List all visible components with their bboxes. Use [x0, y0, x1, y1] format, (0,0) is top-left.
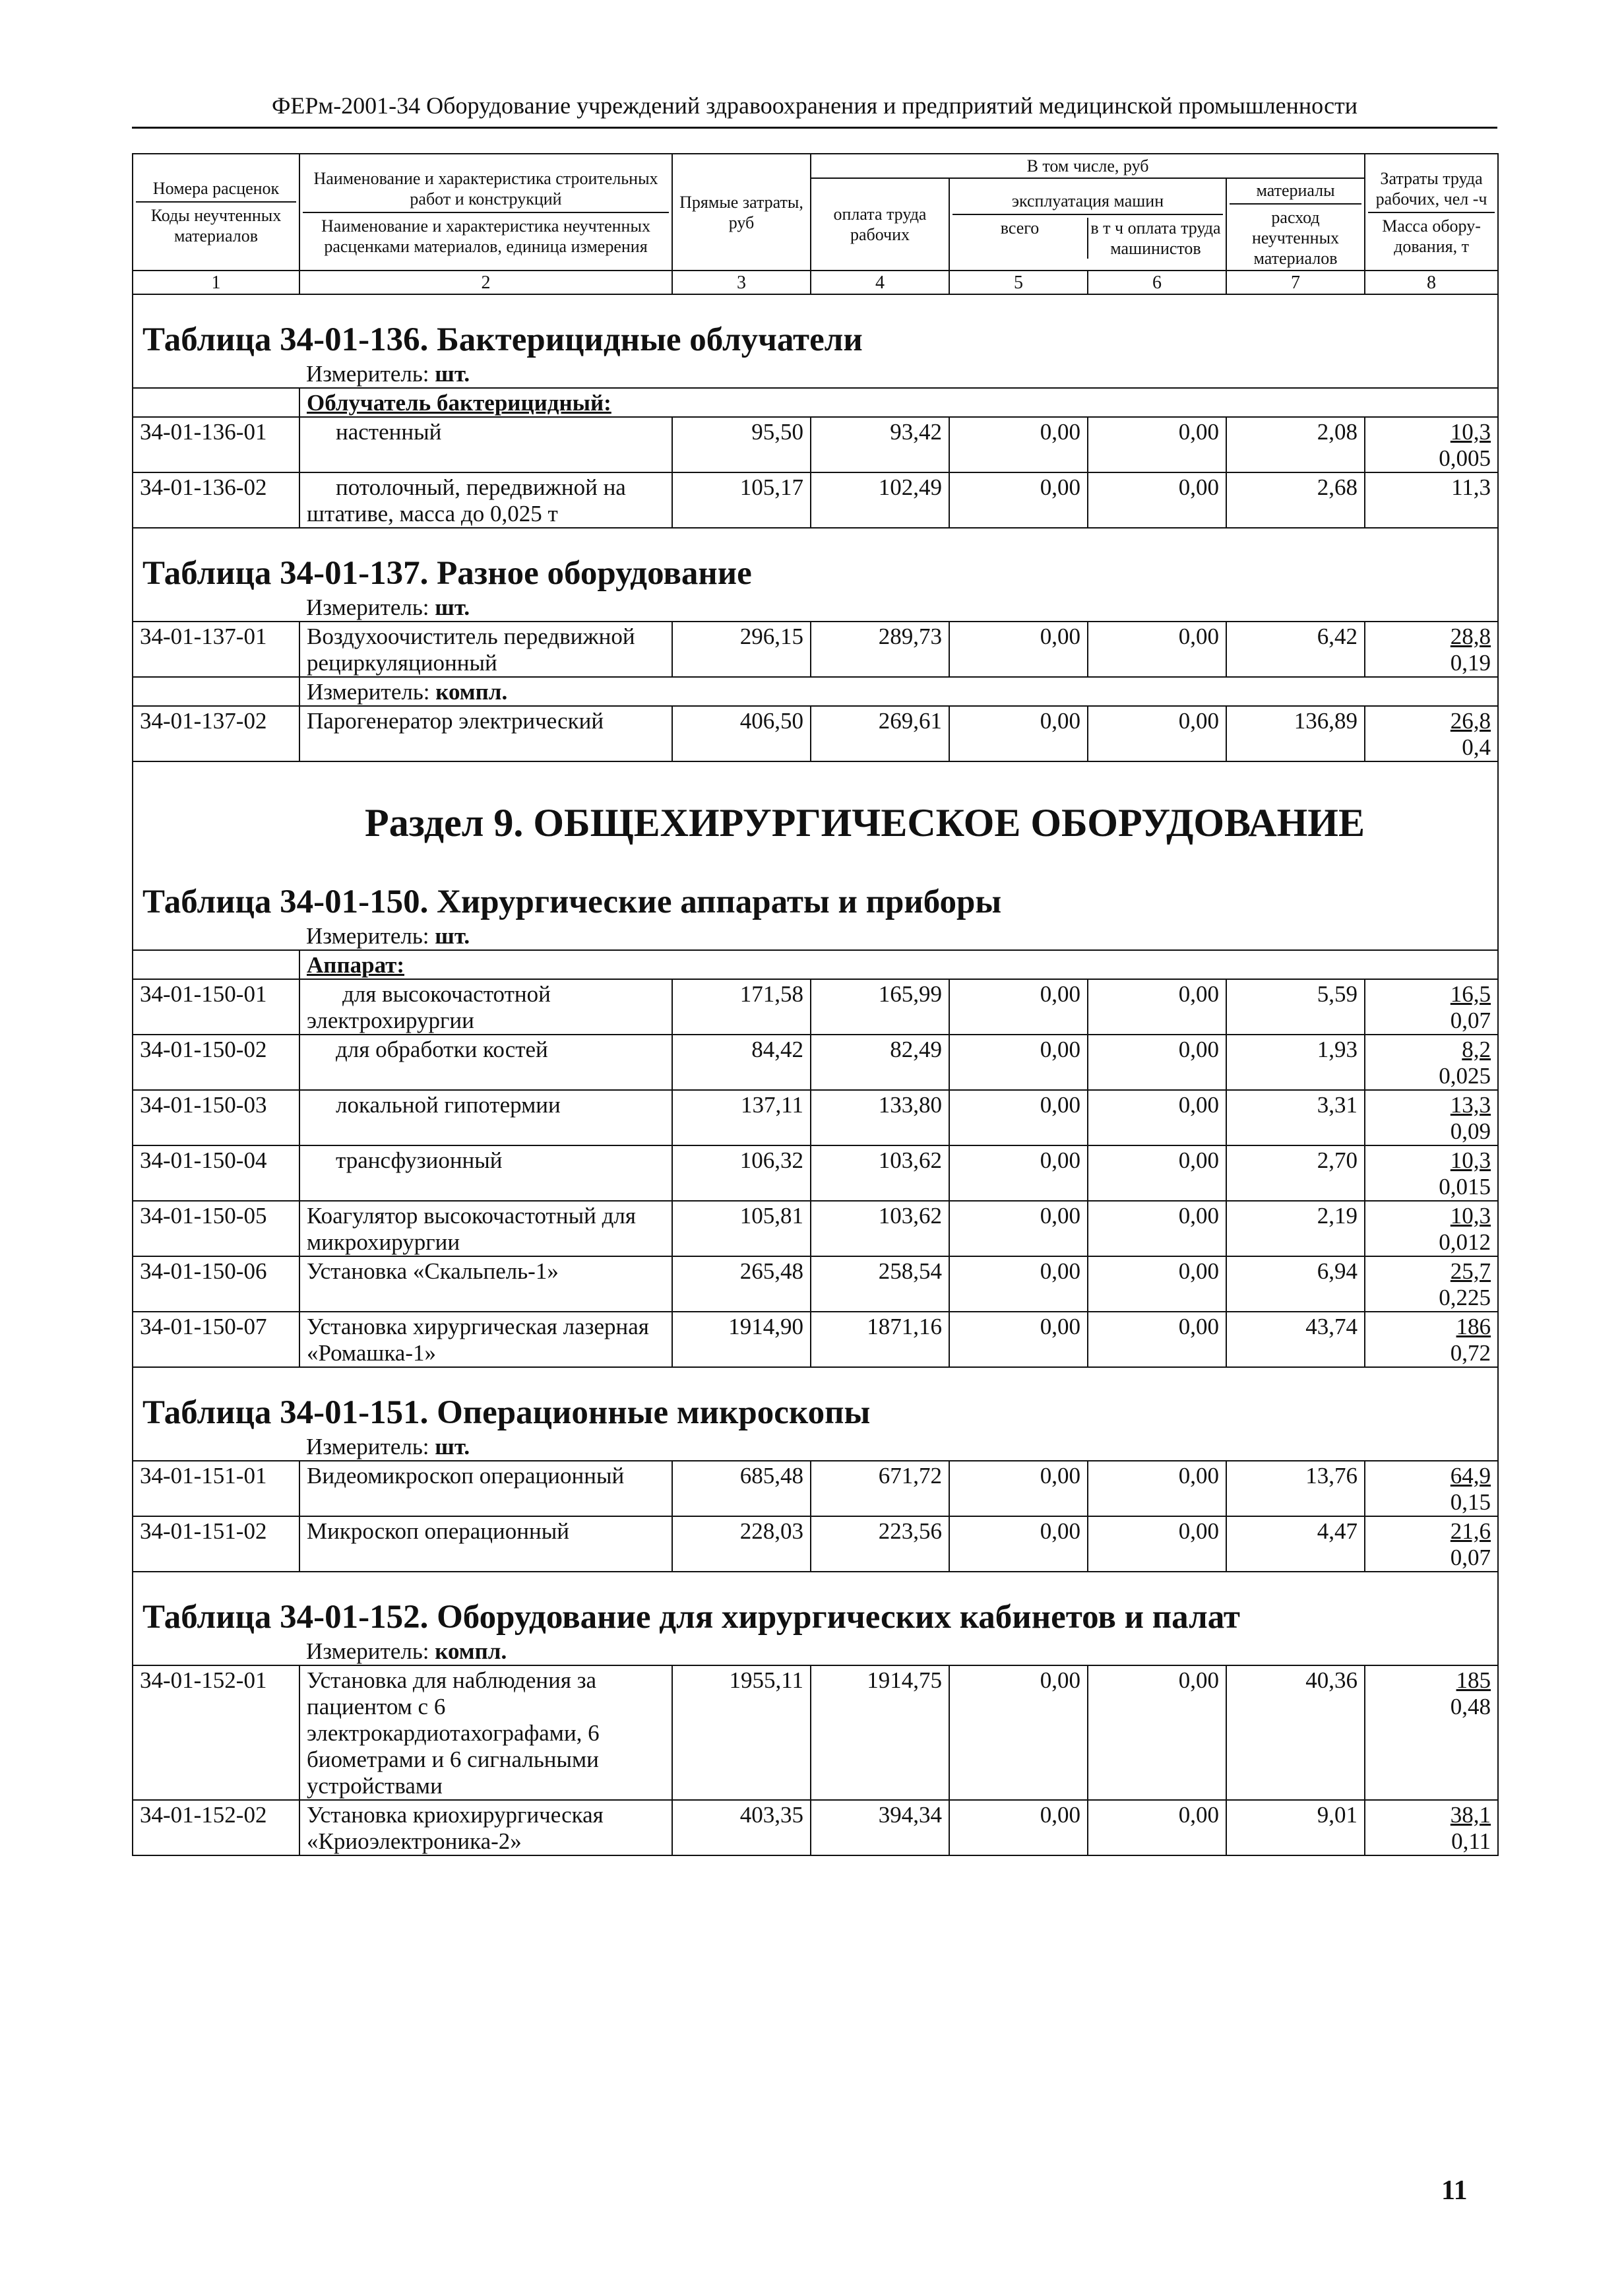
direct-cost: 685,48	[672, 1461, 811, 1516]
labor-hours: 11,3	[1451, 474, 1491, 500]
table-row	[133, 417, 1498, 472]
subhead-spacer	[133, 950, 299, 979]
machines-total: 0,00	[949, 1516, 1088, 1572]
header-col4: оплата труда рабочих	[811, 178, 949, 271]
labor-hours: 25,7	[1450, 1258, 1491, 1284]
rate-code: 34-01-150-02	[133, 1035, 299, 1090]
labor-pay: 1914,75	[811, 1665, 949, 1800]
rate-name: Парогенератор электрический	[299, 706, 672, 761]
labor-hours: 13,3	[1450, 1092, 1491, 1118]
header-materials-group: материалы	[1256, 181, 1335, 200]
machinists-pay: 0,00	[1088, 1256, 1226, 1312]
labor-pay: 1871,16	[811, 1312, 949, 1367]
running-head: ФЕРм-2001-34 Оборудование учреждений здравоохранения и предприятий медицинской промышленности	[271, 92, 1358, 119]
machinists-pay: 0,00	[1088, 1800, 1226, 1855]
unit-spacer	[133, 677, 299, 706]
header-col6: в т ч оплата труда машинистов	[1087, 218, 1223, 259]
table-136-subhead: Облучатель бактерицидный:	[299, 388, 1498, 417]
machines-total: 0,00	[949, 1201, 1088, 1256]
rate-code: 34-01-151-02	[133, 1516, 299, 1572]
table-row	[133, 1516, 1498, 1572]
table-136-unit-row	[133, 360, 1498, 388]
rate-name: Микроскоп операционный	[299, 1516, 672, 1572]
rate-name: локальной гипотермии	[299, 1090, 672, 1145]
labor-hours-mass	[1365, 1461, 1498, 1516]
table-header-row	[133, 154, 1498, 178]
rate-name: Установка криохирургическая «Криоэлектроника-2»	[299, 1800, 672, 1855]
machinists-pay: 0,00	[1088, 1090, 1226, 1145]
materials: 3,31	[1226, 1090, 1365, 1145]
unit-spacer	[133, 1432, 299, 1461]
column-number: 5	[949, 271, 1088, 294]
machinists-pay: 0,00	[1088, 1312, 1226, 1367]
labor-hours: 21,6	[1450, 1518, 1491, 1544]
machinists-pay: 0,00	[1088, 1145, 1226, 1201]
equipment-mass: 0,4	[1462, 734, 1491, 760]
column-number: 3	[672, 271, 811, 294]
materials: 2,68	[1226, 472, 1365, 528]
labor-pay: 258,54	[811, 1256, 949, 1312]
rate-code: 34-01-150-03	[133, 1090, 299, 1145]
unit-spacer	[133, 922, 299, 950]
rate-code: 34-01-152-01	[133, 1665, 299, 1800]
table-137-unit2: Измеритель: компл.	[299, 677, 1498, 706]
equipment-mass: 0,225	[1439, 1285, 1491, 1310]
table-151-title: Таблица 34-01-151. Операционные микроскопы	[133, 1367, 1498, 1432]
table-152-unit-row	[133, 1637, 1498, 1665]
materials: 6,42	[1226, 622, 1365, 677]
labor-hours: 26,8	[1450, 708, 1491, 734]
table-137-title: Таблица 34-01-137. Разное оборудование	[133, 528, 1498, 593]
header-group: В том числе, руб	[811, 154, 1365, 178]
rate-name: потолочный, передвижной на штативе, масса до 0,025 т	[299, 472, 672, 528]
rate-name: Видеомикроскоп операционный	[299, 1461, 672, 1516]
machinists-pay: 0,00	[1088, 622, 1226, 677]
labor-hours: 16,5	[1450, 981, 1491, 1007]
machines-total: 0,00	[949, 1090, 1088, 1145]
table-136-subhead-row	[133, 388, 1498, 417]
machinists-pay: 0,00	[1088, 1201, 1226, 1256]
direct-cost: 137,11	[672, 1090, 811, 1145]
machines-total: 0,00	[949, 417, 1088, 472]
table-150-title-row	[133, 848, 1498, 922]
machines-total: 0,00	[949, 472, 1088, 528]
labor-hours-mass	[1365, 1665, 1498, 1800]
header-col8-bottom: Масса обору-дования, т	[1368, 212, 1495, 257]
direct-cost: 105,81	[672, 1201, 811, 1256]
rate-name: трансфузионный	[299, 1145, 672, 1201]
labor-pay: 223,56	[811, 1516, 949, 1572]
equipment-mass: 0,19	[1450, 650, 1491, 676]
header-col2-top: Наименование и характеристика строительных работ и конструкций	[313, 168, 658, 209]
labor-hours-mass	[1365, 706, 1498, 761]
equipment-mass: 0,48	[1450, 1694, 1491, 1719]
materials: 1,93	[1226, 1035, 1365, 1090]
rate-name: Коагулятор высокочастотный для микрохирургии	[299, 1201, 672, 1256]
page-number: 11	[1441, 2175, 1468, 2206]
table-137-unit2-row	[133, 677, 1498, 706]
labor-pay: 103,62	[811, 1201, 949, 1256]
labor-pay: 394,34	[811, 1800, 949, 1855]
header-col1	[133, 154, 299, 271]
machines-total: 0,00	[949, 1461, 1088, 1516]
materials: 13,76	[1226, 1461, 1365, 1516]
labor-pay: 165,99	[811, 979, 949, 1035]
labor-pay: 102,49	[811, 472, 949, 528]
unit-spacer	[133, 593, 299, 622]
rate-code: 34-01-136-01	[133, 417, 299, 472]
table-row	[133, 1201, 1498, 1256]
labor-pay: 93,42	[811, 417, 949, 472]
labor-hours: 185	[1456, 1667, 1491, 1693]
machines-total: 0,00	[949, 706, 1088, 761]
labor-hours-mass	[1365, 472, 1498, 528]
table-150-unit: Измеритель: шт.	[299, 922, 1498, 950]
header-col2	[299, 154, 672, 271]
table-row	[133, 1145, 1498, 1201]
materials: 9,01	[1226, 1800, 1365, 1855]
table-150-unit-row	[133, 922, 1498, 950]
machines-total: 0,00	[949, 979, 1088, 1035]
labor-hours-mass	[1365, 1312, 1498, 1367]
equipment-mass: 0,15	[1450, 1489, 1491, 1515]
column-numbers-row	[133, 271, 1498, 294]
machines-total: 0,00	[949, 1312, 1088, 1367]
table-row	[133, 1665, 1498, 1800]
header-col8-top: Затраты труда рабочих, чел -ч	[1375, 168, 1487, 209]
table-151-unit: Измеритель: шт.	[299, 1432, 1498, 1461]
rate-code: 34-01-150-05	[133, 1201, 299, 1256]
header-machines-group: эксплуатация машин	[1011, 191, 1164, 210]
header-col2-bottom: Наименование и характеристика неучтенных расценками материалов, единица измерения	[303, 212, 669, 257]
direct-cost: 106,32	[672, 1145, 811, 1201]
header-materials	[1226, 178, 1365, 271]
table-151-title-row	[133, 1367, 1498, 1432]
labor-pay: 269,61	[811, 706, 949, 761]
labor-hours-mass	[1365, 1201, 1498, 1256]
column-number: 6	[1088, 271, 1226, 294]
labor-hours: 186	[1456, 1314, 1491, 1339]
labor-hours: 64,9	[1450, 1463, 1491, 1489]
materials: 6,94	[1226, 1256, 1365, 1312]
labor-pay: 82,49	[811, 1035, 949, 1090]
materials: 5,59	[1226, 979, 1365, 1035]
labor-hours-mass	[1365, 1145, 1498, 1201]
labor-pay: 289,73	[811, 622, 949, 677]
machinists-pay: 0,00	[1088, 417, 1226, 472]
equipment-mass: 0,07	[1450, 1008, 1491, 1033]
machinists-pay: 0,00	[1088, 979, 1226, 1035]
column-number: 8	[1365, 271, 1498, 294]
column-number: 2	[299, 271, 672, 294]
direct-cost: 406,50	[672, 706, 811, 761]
materials: 2,70	[1226, 1145, 1365, 1201]
table-136-unit: Измеритель: шт.	[299, 360, 1498, 388]
table-row	[133, 979, 1498, 1035]
machines-total: 0,00	[949, 622, 1088, 677]
labor-hours-mass	[1365, 417, 1498, 472]
labor-hours: 8,2	[1462, 1037, 1491, 1062]
labor-hours: 10,3	[1450, 419, 1491, 445]
table-150-subhead: Аппарат:	[299, 950, 1498, 979]
rate-code: 34-01-150-01	[133, 979, 299, 1035]
machinists-pay: 0,00	[1088, 1516, 1226, 1572]
table-136-title-row	[133, 294, 1498, 360]
table-row	[133, 472, 1498, 528]
equipment-mass: 0,07	[1450, 1545, 1491, 1570]
rate-code: 34-01-137-01	[133, 622, 299, 677]
table-row	[133, 1090, 1498, 1145]
table-row	[133, 1461, 1498, 1516]
direct-cost: 265,48	[672, 1256, 811, 1312]
machinists-pay: 0,00	[1088, 1035, 1226, 1090]
direct-cost: 403,35	[672, 1800, 811, 1855]
labor-hours-mass	[1365, 1800, 1498, 1855]
labor-hours: 10,3	[1450, 1203, 1491, 1229]
materials: 136,89	[1226, 706, 1365, 761]
direct-cost: 95,50	[672, 417, 811, 472]
materials: 2,19	[1226, 1201, 1365, 1256]
rate-code: 34-01-150-04	[133, 1145, 299, 1201]
machinists-pay: 0,00	[1088, 1665, 1226, 1800]
header-col5: всего	[1000, 218, 1040, 238]
price-table	[132, 153, 1499, 1856]
table-row	[133, 1800, 1498, 1855]
rate-code: 34-01-137-02	[133, 706, 299, 761]
machines-total: 0,00	[949, 1665, 1088, 1800]
labor-hours-mass	[1365, 1090, 1498, 1145]
labor-pay: 133,80	[811, 1090, 949, 1145]
section-heading: Раздел 9. ОБЩЕХИРУРГИЧЕСКОЕ ОБОРУДОВАНИЕ	[133, 761, 1498, 848]
running-head-rule	[132, 127, 1497, 129]
table-row	[133, 1256, 1498, 1312]
section-heading-row	[133, 761, 1498, 848]
materials: 2,08	[1226, 417, 1365, 472]
labor-pay: 103,62	[811, 1145, 949, 1201]
table-row	[133, 1035, 1498, 1090]
header-col1-top: Номера расценок	[152, 179, 280, 198]
labor-hours: 38,1	[1450, 1802, 1491, 1828]
table-row	[133, 622, 1498, 677]
rate-name: Установка для наблюдения за пациентом с 6 электрокардиотахографами, 6 биометрами и 6 сигнальными устройствами	[299, 1665, 672, 1800]
table-137-unit-row	[133, 593, 1498, 622]
table-152-unit: Измеритель: компл.	[299, 1637, 1498, 1665]
direct-cost: 228,03	[672, 1516, 811, 1572]
table-150-subhead-row	[133, 950, 1498, 979]
column-number: 1	[133, 271, 299, 294]
rate-name: для обработки костей	[299, 1035, 672, 1090]
header-col1-bottom: Коды неучтенных материалов	[136, 201, 296, 246]
column-number: 7	[1226, 271, 1365, 294]
header-col7: расход неучтенных материалов	[1230, 203, 1361, 269]
machinists-pay: 0,00	[1088, 472, 1226, 528]
rate-name: Установка хирургическая лазерная «Ромашка-1»	[299, 1312, 672, 1367]
equipment-mass: 0,012	[1439, 1229, 1491, 1255]
rate-name: настенный	[299, 417, 672, 472]
unit-spacer	[133, 1637, 299, 1665]
labor-pay: 671,72	[811, 1461, 949, 1516]
direct-cost: 1955,11	[672, 1665, 811, 1800]
labor-hours-mass	[1365, 622, 1498, 677]
rate-code: 34-01-150-07	[133, 1312, 299, 1367]
direct-cost: 171,58	[672, 979, 811, 1035]
machinists-pay: 0,00	[1088, 1461, 1226, 1516]
machines-total: 0,00	[949, 1256, 1088, 1312]
labor-hours: 10,3	[1450, 1147, 1491, 1173]
header-machines	[949, 178, 1226, 271]
rate-name: для высокочастотной электрохирургии	[299, 979, 672, 1035]
labor-hours-mass	[1365, 1516, 1498, 1572]
table-152-title: Таблица 34-01-152. Оборудование для хирургических кабинетов и палат	[133, 1572, 1498, 1637]
table-137-unit: Измеритель: шт.	[299, 593, 1498, 622]
table-150-title: Таблица 34-01-150. Хирургические аппараты и приборы	[133, 848, 1498, 922]
direct-cost: 84,42	[672, 1035, 811, 1090]
machines-total: 0,00	[949, 1145, 1088, 1201]
equipment-mass: 0,11	[1451, 1828, 1491, 1854]
subhead-spacer	[133, 388, 299, 417]
table-152-title-row	[133, 1572, 1498, 1637]
table-151-unit-row	[133, 1432, 1498, 1461]
rate-code: 34-01-152-02	[133, 1800, 299, 1855]
equipment-mass: 0,005	[1439, 445, 1491, 471]
equipment-mass: 0,72	[1450, 1340, 1491, 1366]
header-col8	[1365, 154, 1498, 271]
rate-name: Установка «Скальпель-1»	[299, 1256, 672, 1312]
labor-hours-mass	[1365, 1035, 1498, 1090]
machines-total: 0,00	[949, 1035, 1088, 1090]
table-137-title-row	[133, 528, 1498, 593]
equipment-mass: 0,015	[1439, 1174, 1491, 1200]
table-row	[133, 1312, 1498, 1367]
direct-cost: 105,17	[672, 472, 811, 528]
machinists-pay: 0,00	[1088, 706, 1226, 761]
header-col3: Прямые затраты, руб	[672, 154, 811, 271]
rate-code: 34-01-150-06	[133, 1256, 299, 1312]
materials: 40,36	[1226, 1665, 1365, 1800]
rate-code: 34-01-151-01	[133, 1461, 299, 1516]
materials: 43,74	[1226, 1312, 1365, 1367]
table-136-title: Таблица 34-01-136. Бактерицидные облучатели	[133, 294, 1498, 360]
labor-hours: 28,8	[1450, 624, 1491, 649]
labor-hours-mass	[1365, 979, 1498, 1035]
unit-spacer	[133, 360, 299, 388]
labor-hours-mass	[1365, 1256, 1498, 1312]
column-number: 4	[811, 271, 949, 294]
header-machines-sub	[953, 214, 1223, 259]
rate-name: Воздухоочиститель передвижной рециркуляционный	[299, 622, 672, 677]
equipment-mass: 0,025	[1439, 1063, 1491, 1089]
table-row	[133, 706, 1498, 761]
rate-code: 34-01-136-02	[133, 472, 299, 528]
direct-cost: 1914,90	[672, 1312, 811, 1367]
materials: 4,47	[1226, 1516, 1365, 1572]
machines-total: 0,00	[949, 1800, 1088, 1855]
equipment-mass: 0,09	[1450, 1118, 1491, 1144]
direct-cost: 296,15	[672, 622, 811, 677]
